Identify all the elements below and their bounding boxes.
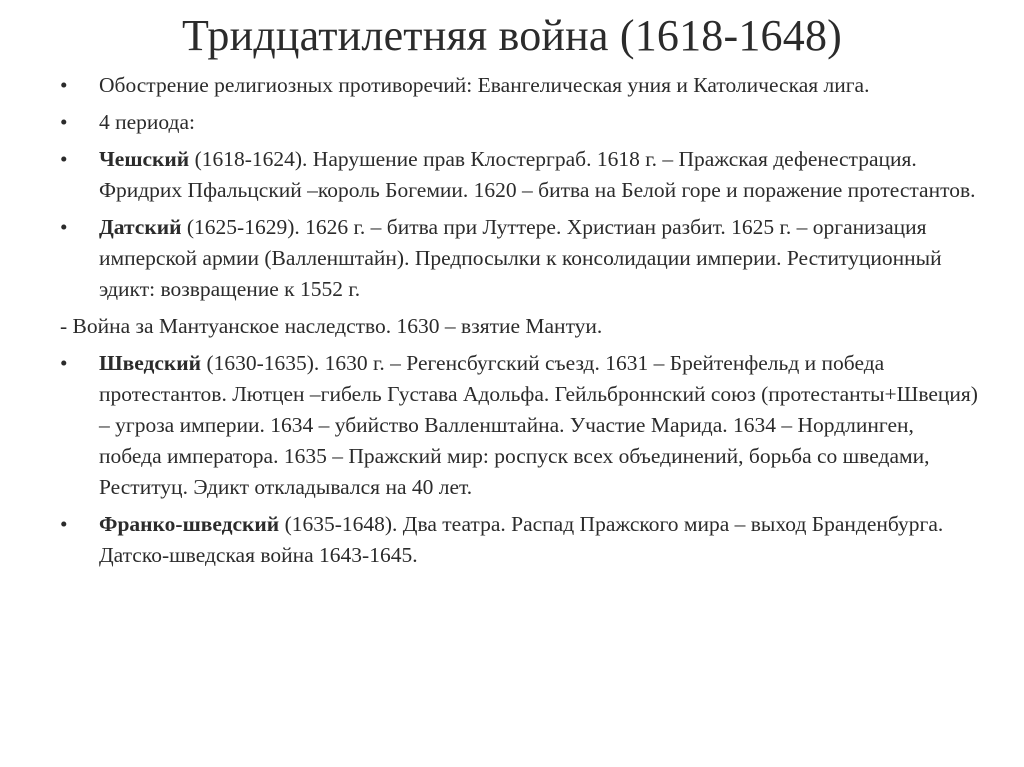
item-text: (1618-1624). Нарушение прав Клостерграб. 1618 г. – Пражская дефенестрация. Фридрих Пфальцский –король Богемии. 1620 – битва на Белой горе и поражение протестантов.	[99, 147, 976, 202]
list-item	[60, 144, 980, 206]
list-item	[60, 70, 980, 101]
slide-content	[60, 70, 980, 571]
bullet-icon: •	[60, 512, 68, 536]
period-name: Чешский	[99, 147, 190, 171]
item-text: (1625-1629). 1626 г. – битва при Луттере. Христиан разбит. 1625 г. – организация имперской армии (Валленштайн). Предпосылки к консолидации империи. Реституционный эдикт: возвращение к 1552 г.	[99, 215, 942, 301]
list-item	[60, 212, 980, 305]
item-text: Обострение религиозных противоречий: Евангелическая уния и Католическая лига.	[99, 73, 870, 97]
bullet-icon: •	[60, 147, 68, 171]
item-text: (1635-1648). Два театра. Распад Пражского мира – выход Бранденбурга. Датско-шведская война 1643-1645.	[99, 512, 944, 567]
item-text: (1630-1635). 1630 г. – Регенсбугский съезд. 1631 – Брейтенфельд и победа протестантов. Лютцен –гибель Густава Адольфа. Гейльброннский союз (протестанты+Швеция) – угроза империи. 1634 – убийство Валленштайна. Участие Марида. 1634 – Нордлинген, победа императора. 1635 – Пражский мир: роспуск всех объединений, борьба со шведами, Реституц. Эдикт откладывался на 40 лет.	[99, 351, 978, 499]
item-text: 4 периода:	[99, 110, 196, 134]
period-name: Франко-шведский	[99, 512, 280, 536]
item-text: - Война за Мантуанское наследство. 1630 – взятие Мантуи.	[60, 314, 603, 338]
slide-title: Тридцатилетняя война (1618-1648)	[181, 11, 843, 60]
bullet-icon: •	[60, 73, 68, 97]
list-item	[60, 509, 980, 571]
list-item	[60, 348, 980, 503]
list-item	[60, 107, 980, 138]
bullet-icon: •	[60, 215, 68, 239]
period-name: Датский	[99, 215, 182, 239]
bullet-icon: •	[60, 351, 68, 375]
list-item	[60, 311, 980, 342]
bullet-icon: •	[60, 110, 68, 134]
period-name: Шведский	[99, 351, 202, 375]
